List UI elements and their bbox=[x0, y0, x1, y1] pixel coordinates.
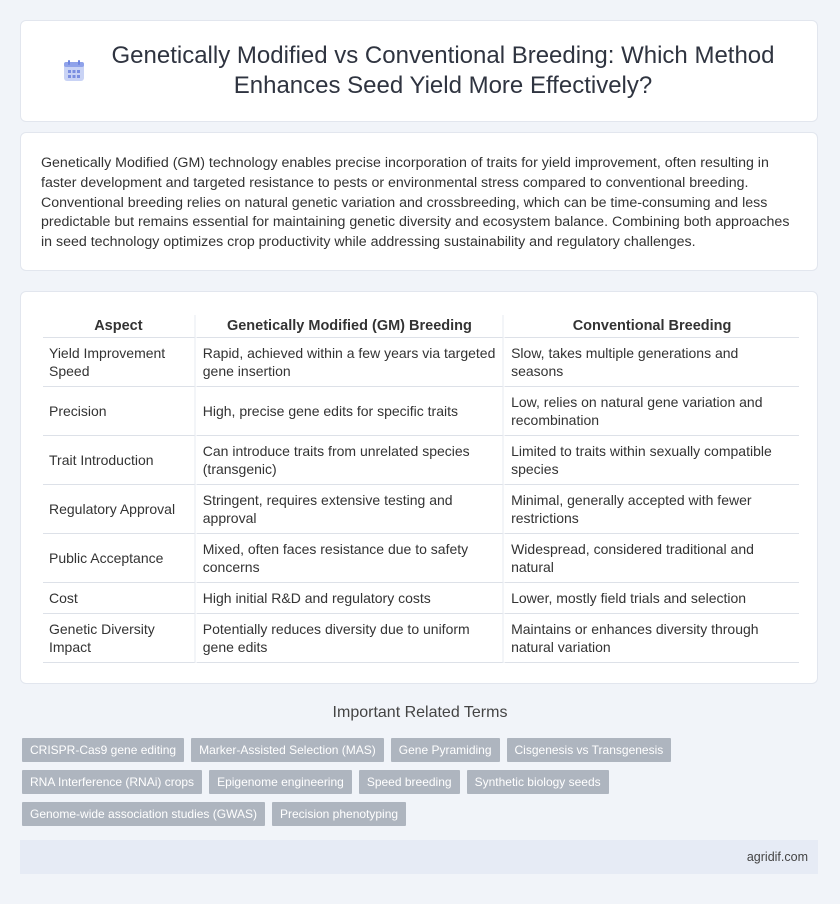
table-row bbox=[43, 436, 799, 485]
tag-mas[interactable]: Marker-Assisted Selection (MAS) bbox=[191, 738, 384, 762]
conventional-cell: Widespread, considered traditional and natural bbox=[504, 534, 799, 583]
tag-gwas[interactable]: Genome-wide association studies (GWAS) bbox=[22, 802, 265, 826]
table-row bbox=[43, 485, 799, 534]
table-row bbox=[43, 614, 799, 663]
gm-cell: Mixed, often faces resistance due to safety concerns bbox=[196, 534, 504, 583]
tag-gene-pyramiding[interactable]: Gene Pyramiding bbox=[391, 738, 500, 762]
tag-row bbox=[22, 738, 722, 762]
tag-phenotyping[interactable]: Precision phenotyping bbox=[272, 802, 406, 826]
conventional-cell: Maintains or enhances diversity through natural variation bbox=[504, 614, 799, 663]
tag-rnai[interactable]: RNA Interference (RNAi) crops bbox=[22, 770, 202, 794]
conventional-cell: Minimal, generally accepted with fewer restrictions bbox=[504, 485, 799, 534]
gm-cell: Rapid, achieved within a few years via targeted gene insertion bbox=[196, 338, 504, 387]
column-header-gm: Genetically Modified (GM) Breeding bbox=[196, 315, 504, 338]
tag-crispr[interactable]: CRISPR-Cas9 gene editing bbox=[22, 738, 184, 762]
conventional-cell: Slow, takes multiple generations and seasons bbox=[504, 338, 799, 387]
aspect-cell: Precision bbox=[43, 387, 196, 436]
table-row bbox=[43, 387, 799, 436]
tag-synthetic-biology[interactable]: Synthetic biology seeds bbox=[467, 770, 609, 794]
related-terms-heading: Important Related Terms bbox=[332, 704, 508, 721]
conventional-cell: Low, relies on natural gene variation and recombination bbox=[504, 387, 799, 436]
table-row bbox=[43, 534, 799, 583]
intro-card bbox=[20, 132, 818, 271]
title-card bbox=[20, 20, 818, 122]
column-header-aspect: Aspect bbox=[43, 315, 196, 338]
document-grid-icon bbox=[61, 58, 87, 84]
tag-row bbox=[22, 770, 722, 794]
aspect-cell: Genetic Diversity Impact bbox=[43, 614, 196, 663]
conventional-cell: Lower, mostly field trials and selection bbox=[504, 583, 799, 614]
aspect-cell: Public Acceptance bbox=[43, 534, 196, 583]
gm-cell: Can introduce traits from unrelated species (transgenic) bbox=[196, 436, 504, 485]
aspect-cell: Regulatory Approval bbox=[43, 485, 196, 534]
footer bbox=[20, 840, 818, 874]
gm-cell: Stringent, requires extensive testing and approval bbox=[196, 485, 504, 534]
aspect-cell: Yield Improvement Speed bbox=[43, 338, 196, 387]
gm-cell: High, precise gene edits for specific traits bbox=[196, 387, 504, 436]
page-title: Genetically Modified vs Conventional Breeding: Which Method Enhances Seed Yield More Effectively? bbox=[111, 42, 775, 99]
gm-cell: High initial R&D and regulatory costs bbox=[196, 583, 504, 614]
tag-epigenome[interactable]: Epigenome engineering bbox=[209, 770, 352, 794]
tag-cisgenesis[interactable]: Cisgenesis vs Transgenesis bbox=[507, 738, 672, 762]
gm-cell: Potentially reduces diversity due to uniform gene edits bbox=[196, 614, 504, 663]
column-header-conventional: Conventional Breeding bbox=[504, 315, 799, 338]
table-header-row bbox=[43, 315, 799, 338]
aspect-cell: Trait Introduction bbox=[43, 436, 196, 485]
tag-speed-breeding[interactable]: Speed breeding bbox=[359, 770, 460, 794]
intro-paragraph: Genetically Modified (GM) technology enables precise incorporation of traits for yield improvement, often resulting in faster development and targeted resistance to pests or environmental stress compared to conventional breeding. Conventional breeding relies on natural genetic variation and crossbreeding, which can be time-consuming and less predictable but remains essential for maintaining genetic diversity and ecosystem balance. Combining both approaches in seed technology optimizes crop productivity while addressing sustainability and regulatory challenges. bbox=[41, 155, 790, 251]
comparison-table bbox=[43, 315, 799, 663]
table-row bbox=[43, 583, 799, 614]
aspect-cell: Cost bbox=[43, 583, 196, 614]
tag-row bbox=[22, 802, 722, 826]
table-row bbox=[43, 338, 799, 387]
related-terms-list bbox=[22, 738, 722, 834]
comparison-card bbox=[20, 291, 818, 684]
footer-site-link[interactable]: agridif.com bbox=[746, 850, 808, 864]
conventional-cell: Limited to traits within sexually compatible species bbox=[504, 436, 799, 485]
